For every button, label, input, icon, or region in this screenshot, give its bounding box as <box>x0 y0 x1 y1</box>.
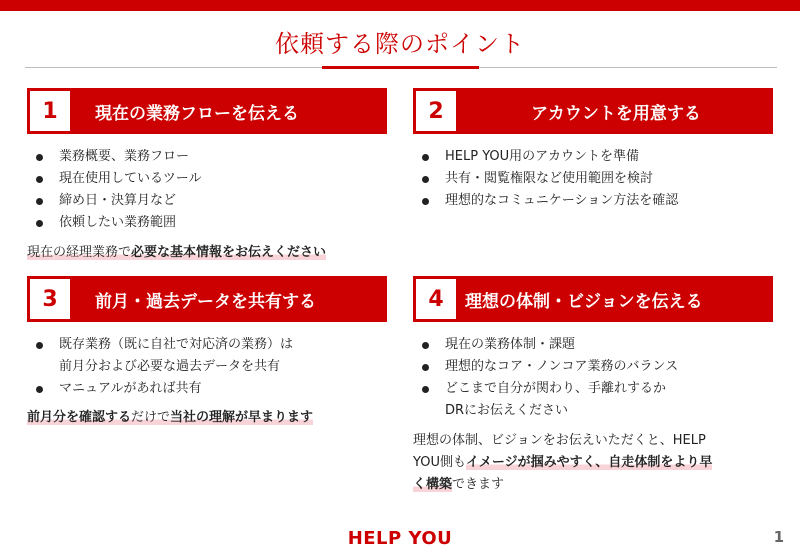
bullet-dot-icon <box>36 176 43 183</box>
bullet-dot-icon <box>36 342 43 349</box>
top-accent-bar <box>0 0 800 11</box>
section-4-header <box>413 276 773 322</box>
list-item: 既存業務（既に自社で対応済の業務）は 前月分および必要な過去データを共有 <box>27 334 387 378</box>
section-1-bullets <box>27 146 387 234</box>
list-item: 業務概要、業務フロー <box>27 146 387 168</box>
section-2 <box>413 88 773 212</box>
list-item: 理想的なコア・ノンコア業務のバランス <box>413 356 773 378</box>
section-3 <box>27 276 387 429</box>
section-3-number: 3 <box>30 279 70 319</box>
section-4-number: 4 <box>416 279 456 319</box>
list-item: 締め日・決算月など <box>27 190 387 212</box>
list-item: マニュアルがあれば共有 <box>27 378 387 400</box>
section-3-note: 前月分を確認するだけで当社の理解が早まります <box>27 410 314 425</box>
section-3-heading: 前月・過去データを共有する <box>95 291 316 312</box>
title-underline <box>322 66 479 69</box>
section-3-bullets <box>27 334 387 400</box>
section-4-note: 理想の体制、ビジョンをお伝えいただくと、HELP YOU側もイメージが掴みやすく、自走体制をより早 く構築できます <box>413 433 713 492</box>
section-1-heading: 現在の業務フローを伝える <box>95 103 299 124</box>
page-title: 依頼する際のポイント <box>275 30 525 58</box>
section-1 <box>27 88 387 264</box>
section-2-bullets <box>413 146 773 212</box>
list-item: 理想的なコミュニケーション方法を確認 <box>413 190 773 212</box>
list-item: 現在の業務体制・課題 <box>413 334 773 356</box>
section-1-number: 1 <box>30 91 70 131</box>
bullet-dot-icon <box>36 220 43 227</box>
list-item: 共有・閲覧権限など使用範囲を検討 <box>413 168 773 190</box>
section-1-header <box>27 88 387 134</box>
list-item: 依頼したい業務範囲 <box>27 212 387 234</box>
bullet-dot-icon <box>422 386 429 393</box>
bullet-dot-icon <box>422 154 429 161</box>
bullet-dot-icon <box>422 342 429 349</box>
section-4 <box>413 276 773 496</box>
section-2-header <box>413 88 773 134</box>
section-2-number: 2 <box>416 91 456 131</box>
help-you-logo: HELP YOU <box>347 528 453 549</box>
page-number: 1 <box>773 528 784 546</box>
section-4-heading: 理想の体制・ビジョンを伝える <box>465 291 703 312</box>
bullet-dot-icon <box>36 386 43 393</box>
list-item: 現在使用しているツール <box>27 168 387 190</box>
section-2-heading: アカウントを用意する <box>531 103 701 124</box>
bullet-dot-icon <box>36 198 43 205</box>
section-1-note: 現在の経理業務で必要な基本情報をお伝えください <box>27 245 327 260</box>
list-item: HELP YOU用のアカウントを準備 <box>413 146 773 168</box>
section-3-header <box>27 276 387 322</box>
bullet-dot-icon <box>422 364 429 371</box>
bullet-dot-icon <box>422 198 429 205</box>
section-4-bullets <box>413 334 773 422</box>
bullet-dot-icon <box>422 176 429 183</box>
bullet-dot-icon <box>36 154 43 161</box>
list-item: どこまで自分が関わり、手離れするか DRにお伝えください <box>413 378 773 422</box>
